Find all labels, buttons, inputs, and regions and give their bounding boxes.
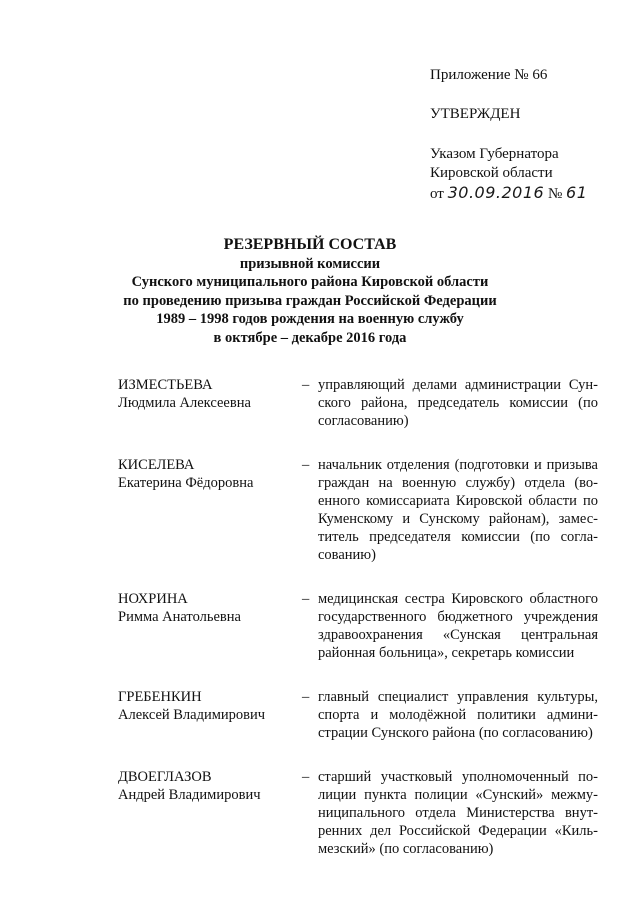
date-prefix: от bbox=[430, 186, 444, 202]
member-name bbox=[118, 590, 302, 662]
title-line-5: 1989 – 1998 годов рождения на военную службу bbox=[156, 311, 464, 327]
number-prefix: № bbox=[547, 186, 563, 202]
member-dash: – bbox=[302, 689, 310, 705]
member-entry bbox=[118, 456, 598, 564]
handwritten-number: 61 bbox=[566, 183, 588, 202]
member-entry bbox=[118, 688, 598, 742]
title-line-2: призывной комиссии bbox=[239, 255, 381, 272]
member-role: управляющий делами администрации Сунского района, председатель комиссии (по согласованию) bbox=[318, 377, 598, 429]
member-surname: НОХРИНА bbox=[118, 591, 188, 607]
appendix-number: Приложение № 66 bbox=[430, 67, 548, 83]
member-surname: КИСЕЛЕВА bbox=[118, 457, 195, 473]
member-given-names: Андрей Владимирович bbox=[118, 787, 261, 803]
title-line-4: по проведению призыва граждан Российской Федерации bbox=[123, 292, 497, 309]
member-role: медицинская сестра Кировского областного государственного бюджетного учреждения здравоохранения «Сунская центральная районная больница», секретарь комиссии bbox=[318, 591, 598, 661]
title-line-6: в октябре – декабре 2016 года bbox=[213, 329, 407, 346]
member-name bbox=[118, 688, 302, 742]
decree-reference bbox=[430, 145, 630, 204]
member-surname: ГРЕБЕНКИН bbox=[118, 689, 202, 705]
member-entry bbox=[118, 768, 598, 858]
member-role: начальник отделения (подготовки и призыва граждан на военную службу) отдела (военного комиссариата Кировской области по Куменскому и Сунскому районам), заместитель председателя комиссии (по согласованию) bbox=[318, 457, 598, 563]
member-role: главный специалист управления культуры, спорта и молодёжной политики администрации Сунского района (по согласованию) bbox=[318, 689, 598, 741]
member-name bbox=[118, 456, 302, 564]
member-name bbox=[118, 768, 302, 858]
member-dash: – bbox=[302, 377, 310, 393]
decree-line-2: Кировской области bbox=[430, 165, 553, 181]
member-given-names: Екатерина Фёдоровна bbox=[118, 475, 254, 491]
member-name bbox=[118, 376, 302, 430]
member-dash: – bbox=[302, 769, 310, 785]
handwritten-date: 30.09.2016 bbox=[447, 183, 545, 202]
title-line-3: Сунского муниципального района Кировской области bbox=[131, 274, 489, 290]
member-entry bbox=[118, 590, 598, 662]
member-role: старший участковый уполномоченный полиции пункта полиции «Сунский» межмуниципального отдела Министерства внутренних дел Российской Федерации «Кильмезский» (по согласованию) bbox=[318, 769, 598, 857]
member-given-names: Людмила Алексеевна bbox=[118, 395, 251, 411]
member-surname: ДВОЕГЛАЗОВ bbox=[118, 769, 212, 785]
decree-line-1: Указом Губернатора bbox=[430, 146, 559, 162]
member-dash: – bbox=[302, 457, 310, 473]
approval-block bbox=[430, 66, 630, 204]
document-title bbox=[60, 236, 560, 347]
title-line-1: РЕЗЕРВНЫЙ СОСТАВ bbox=[223, 236, 397, 253]
approved-label: УТВЕРЖДЕН bbox=[430, 106, 521, 122]
member-dash: – bbox=[302, 591, 310, 607]
member-given-names: Римма Анатольевна bbox=[118, 609, 241, 625]
member-entry bbox=[118, 376, 598, 430]
member-given-names: Алексей Владимирович bbox=[118, 707, 266, 723]
commission-members-list bbox=[118, 376, 598, 884]
decree-date-line bbox=[430, 183, 630, 204]
member-surname: ИЗМЕСТЬЕВА bbox=[118, 377, 213, 393]
